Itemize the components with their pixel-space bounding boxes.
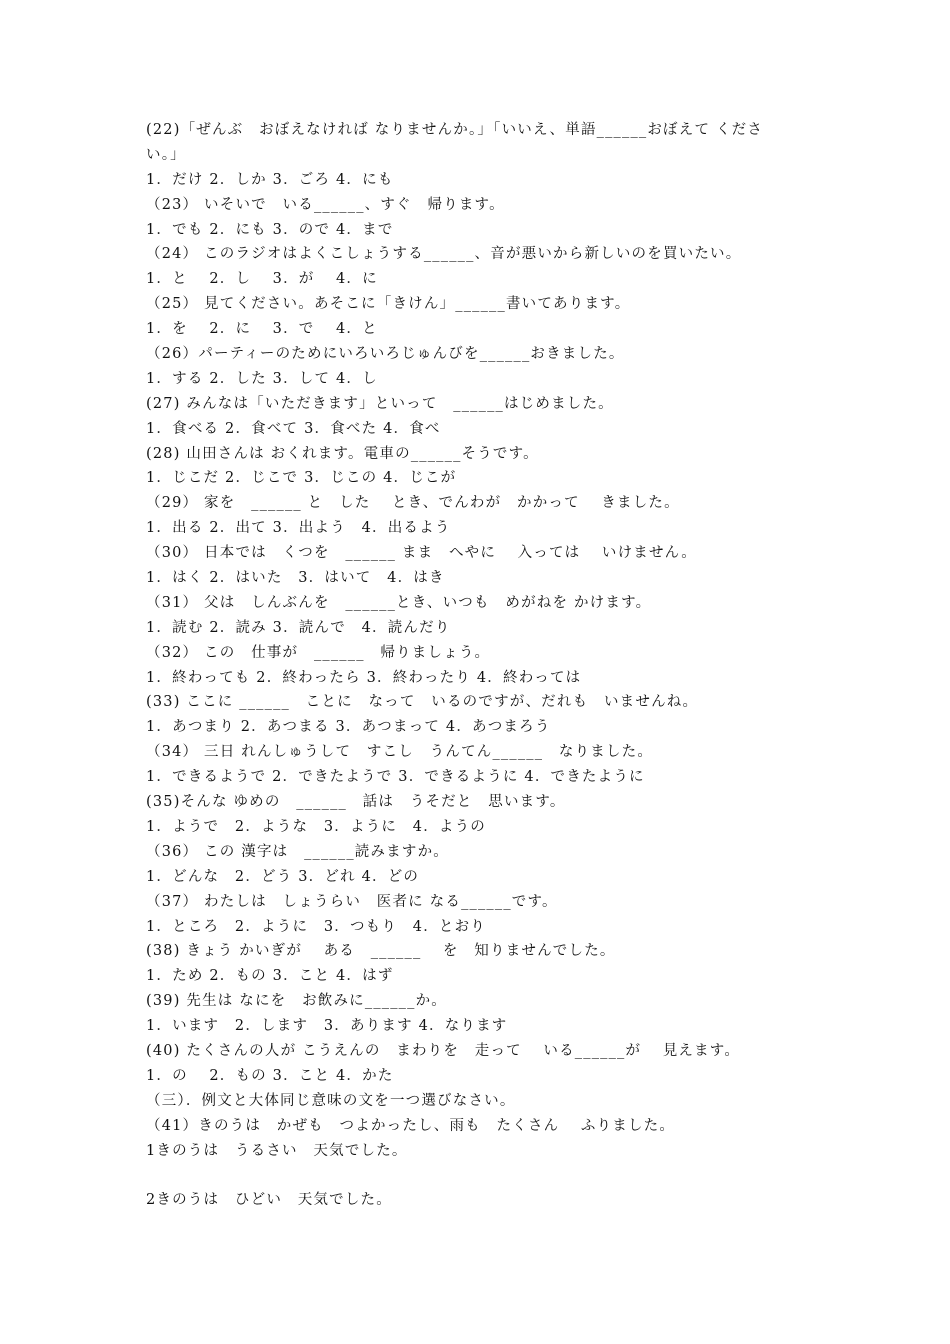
text-line: （37） わたしは しょうらい 医者に なる______です。 <box>146 893 558 910</box>
document-body <box>146 118 806 1213</box>
text-line: （34） 三日 れんしゅうして すこし うんてん______ なりました。 <box>146 744 654 761</box>
text-line: 1．を 2．に 3．で 4．と <box>146 321 378 338</box>
text-line: 1．読む 2．読み 3．読んで 4．読んだり <box>146 619 451 636</box>
text-line: 1．と 2．し 3．が 4．に <box>146 271 378 288</box>
text-line: (35)そんな ゆめの ______ 話は うそだと 思います。 <box>146 794 566 811</box>
text-line: 1．ため 2．もの 3．こと 4．はず <box>146 968 394 985</box>
text-line: (27) みんなは「いただきます」といって ______はじめました。 <box>146 395 614 412</box>
text-line: 2きのうは ひどい 天気でした。 <box>146 1192 392 1209</box>
text-line: 1．だけ 2．しか 3．ごろ 4．にも <box>146 171 394 188</box>
text-line: 1．の 2．もの 3．こと 4．かた <box>146 1067 394 1084</box>
text-line: （26）パーティーのためにいろいろじゅんびを______おきました。 <box>146 346 625 363</box>
text-line <box>146 1163 806 1188</box>
text-line: 1．ところ 2．ように 3．つもり 4．とおり <box>146 918 486 935</box>
text-line: （31） 父は しんぶんを ______とき、いつも めがねを かけます。 <box>146 594 652 611</box>
text-line: (28) 山田さんは おくれます。電車の______そうです。 <box>146 445 539 462</box>
text-line: （25） 見てください。あそこに「きけん」______書いてあります。 <box>146 296 631 313</box>
text-line: (40) たくさんの人が こうえんの まわりを 走って いる______が 見えます。 <box>146 1042 741 1059</box>
text-line: 1．います 2．します 3．あります 4．なります <box>146 1018 508 1035</box>
text-line: 1．あつまり 2．あつまる 3．あつまって 4．あつまろう <box>146 719 551 736</box>
text-line: 1．どんな 2．どう 3．どれ 4．どの <box>146 868 420 885</box>
text-line: 1．終わっても 2．終わったら 3．終わったり 4．終わっては <box>146 669 582 686</box>
text-line: （32） この 仕事が ______ 帰りましょう。 <box>146 644 491 661</box>
text-line: (39) 先生は なにを お飲みに______か。 <box>146 993 447 1010</box>
text-line: 1．する 2．した 3．して 4．し <box>146 370 378 387</box>
text-line: （三）．例文と大体同じ意味の文を一つ選びなさい。 <box>146 1092 516 1109</box>
text-line: 1．じこだ 2．じこで 3．じこの 4．じこが <box>146 470 457 487</box>
text-line: （41）きのうは かぜも つよかったし、雨も たくさん ふりました。 <box>146 1117 676 1134</box>
text-line: 1．でも 2．にも 3．ので 4．まで <box>146 221 394 238</box>
text-line: (38) きょう かいぎが ある ______ を 知りませんでした。 <box>146 943 616 960</box>
text-line: 1．できるようで 2．できたようで 3．できるように 4．できたように <box>146 769 645 786</box>
text-line: 1きのうは うるさい 天気でした。 <box>146 1142 408 1159</box>
text-line: （30） 日本では くつを ______ まま へやに 入っては いけません。 <box>146 545 697 562</box>
text-line: 1．はく 2．はいた 3．はいて 4．はき <box>146 570 445 587</box>
text-line: (33) ここに ______ ことに なって いるのですが、だれも いませんね。 <box>146 694 699 711</box>
text-line: 1．食べる 2．食べて 3．食べた 4．食べ <box>146 420 441 437</box>
text-line: (22)「ぜんぶ おぼえなければ なりませんか。」「いいえ、単語______おぼえて くださ <box>146 122 764 138</box>
text-line: 1．ようで 2．ような 3．ように 4．ようの <box>146 818 486 835</box>
text-line: （29） 家を ______ と した とき、でんわが かかって きました。 <box>146 495 680 512</box>
text-line: （23） いそいで いる______、すぐ 帰ります。 <box>146 196 505 213</box>
text-line: （36） この 漢字は ______読みますか。 <box>146 843 449 860</box>
text-line: い。」 <box>146 146 186 163</box>
text-line: （24） このラジオはよくこしょうする______、音が悪いから新しいのを買いたい。 <box>146 246 742 263</box>
text-line: 1．出る 2．出て 3．出よう 4．出るよう <box>146 520 451 537</box>
